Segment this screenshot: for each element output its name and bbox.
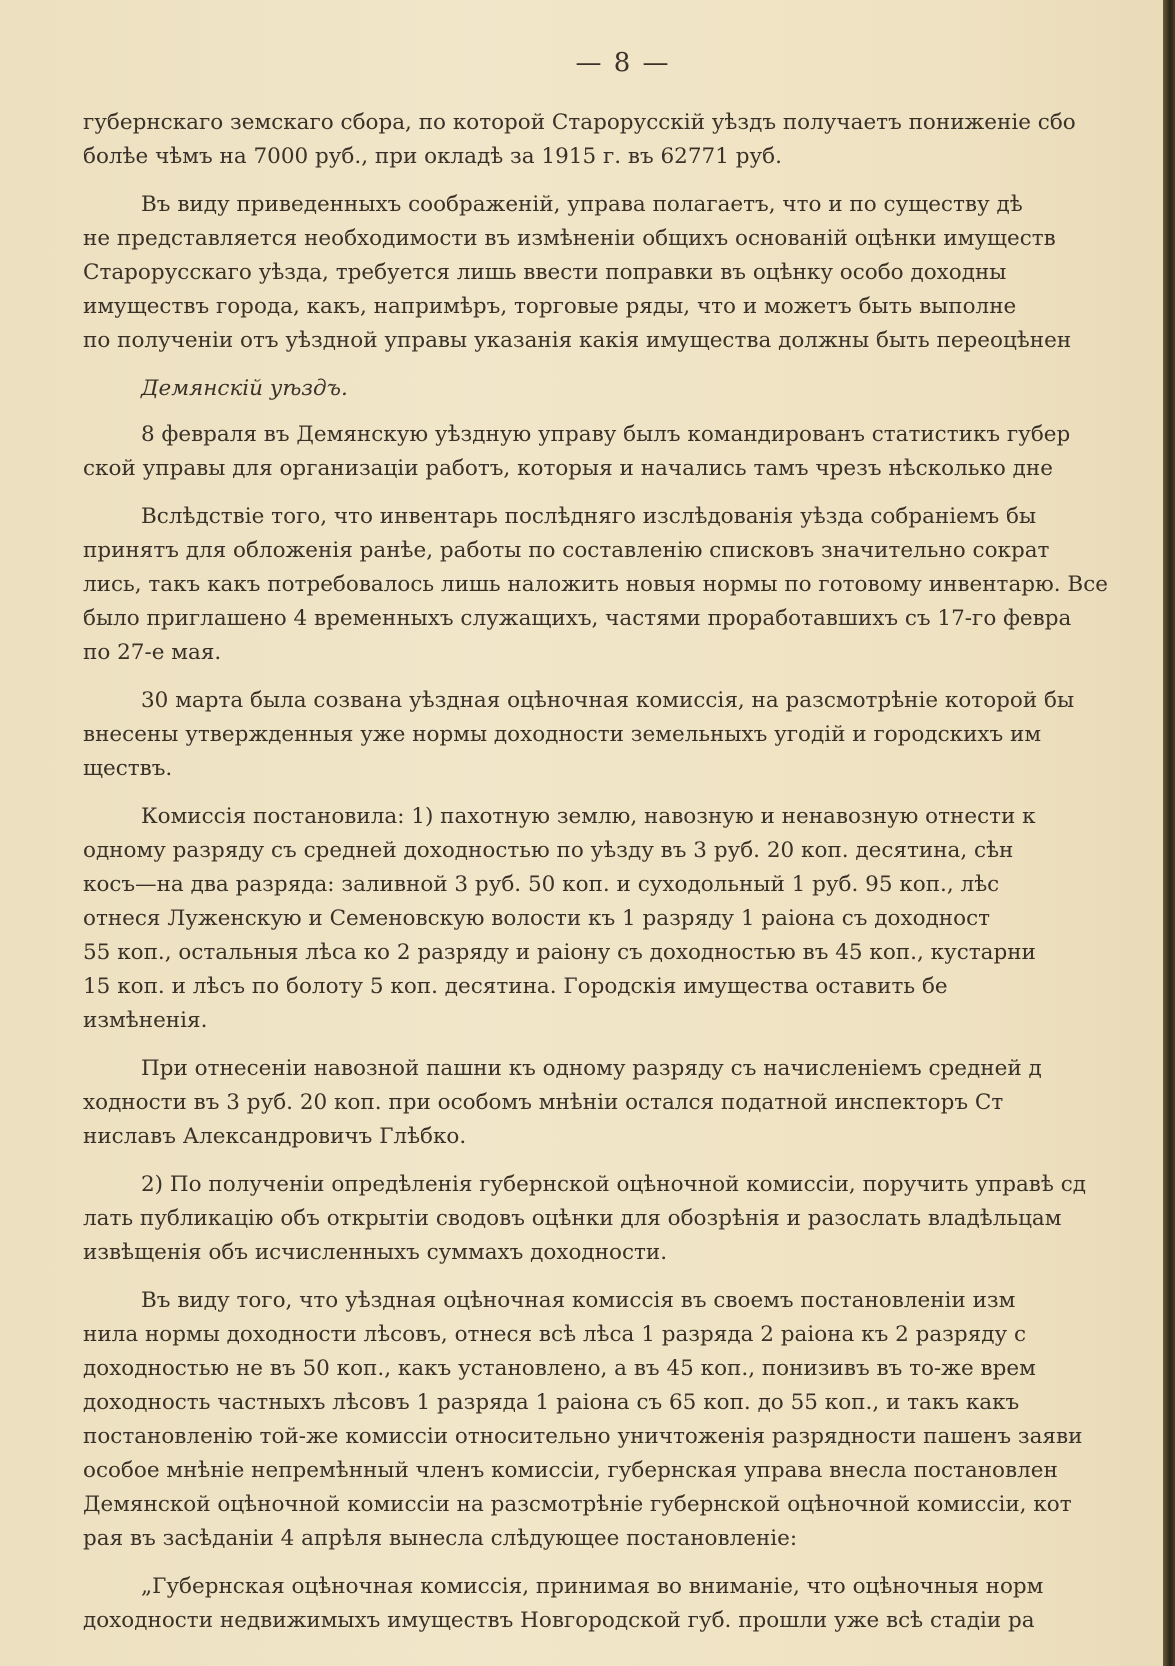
text-line: внесены утвержденныя уже нормы доходности земельныхъ угодій и городскихъ им [83,722,1042,747]
text-line: нила нормы доходности лѣсовъ, отнеся всѣ лѣса 1 разряда 2 раіона къ 2 разряду с [83,1322,1026,1347]
paragraph-start-line: Комиссія постановила: 1) пахотную землю, навозную и ненавозную отнести к [141,804,1036,829]
text-line: Старорусскаго уѣзда, требуется лишь ввести поправки въ оцѣнку особо доходны [83,260,1007,285]
quote-start-line: „Губернская оцѣночная комиссія, принимая во вниманіе, что оцѣночныя норм [141,1574,1044,1599]
text-line: лись, такъ какъ потребовалось лишь наложить новыя нормы по готовому инвентарю. Все [83,572,1108,597]
text-line: по полученіи отъ уѣздной управы указанія какія имущества должны быть переоцѣнен [83,328,1072,353]
text-line: одному разряду съ средней доходностью по уѣзду въ 3 руб. 20 коп. десятина, сѣн [83,838,1014,863]
paragraph-start-line: При отнесеніи навозной пашни къ одному разряду съ начисленіемъ средней д [141,1056,1042,1081]
page-content [83,40,1163,1650]
text-line: ниславъ Александровичъ Глѣбко. [83,1124,467,1149]
text-line: постановленію той-же комиссіи относительно уничтоженія разрядности пашенъ заяви [83,1424,1083,1449]
text-line: болѣе чѣмъ на 7000 руб., при окладѣ за 1915 г. въ 62771 руб. [83,144,782,169]
text-line: имуществъ города, какъ, напримѣръ, торговые ряды, что и можетъ быть выполне [83,294,1017,319]
text-line: рая въ засѣданіи 4 апрѣля вынесла слѣдующее постановленіе: [83,1526,798,1551]
text-line: по 27-е мая. [83,640,222,665]
text-line: доходностью не въ 50 коп., какъ установлено, а въ 45 коп., понизивъ въ то-же врем [83,1356,1036,1381]
text-line: особое мнѣніе непремѣнный членъ комиссіи, губернская управа внесла постановлен [83,1458,1058,1483]
text-line: Демянской оцѣночной комиссіи на разсмотрѣніе губернской оцѣночной комиссіи, кот [83,1492,1072,1517]
paragraph-start-line: 8 февраля въ Демянскую уѣздную управу былъ командированъ статистикъ губер [141,422,1071,447]
text-line: 15 коп. и лѣсъ по болоту 5 коп. десятина. Городскія имущества оставить бе [83,974,948,999]
paragraph-start-line: 30 марта была созвана уѣздная оцѣночная комиссія, на разсмотрѣніе которой бы [141,688,1075,713]
text-line: ской управы для организаціи работъ, которыя и начались тамъ чрезъ нѣсколько дне [83,456,1053,481]
text-line: было приглашено 4 временныхъ служащихъ, частями проработавшихъ съ 17-го февра [83,606,1072,631]
page-number: — 8 — [575,48,671,78]
text-line: ществъ. [83,756,173,781]
text-line: 55 коп., остальныя лѣса ко 2 разряду и раіону съ доходностью въ 45 коп., кустарни [83,940,1036,965]
paragraph-start-line: 2) По полученіи опредѣленія губернской оцѣночной комиссіи, поручить управѣ сд [141,1172,1086,1197]
paragraph-start-line: Въ виду приведенныхъ соображеній, управа полагаетъ, что и по существу дѣ [141,192,1023,217]
text-line: отнеся Луженскую и Семеновскую волости къ 1 разряду 1 раіона съ доходност [83,906,990,931]
paragraph-start-line: Вслѣдствіе того, что инвентарь послѣдняго изслѣдованія уѣзда собраніемъ бы [141,504,1037,529]
binding-edge [1163,0,1175,1666]
text-line: губернскаго земскаго сбора, по которой Старорусскій уѣздъ получаетъ пониженіе сбо [83,110,1076,135]
section-heading: Демянскій уѣздъ. [141,376,348,401]
text-line: принятъ для обложенія ранѣе, работы по составленію списковъ значительно сократ [83,538,1050,563]
text-line: доходности недвижимыхъ имуществъ Новгородской губ. прошли уже всѣ стадіи ра [83,1608,1035,1633]
text-line: не представляется необходимости въ измѣненіи общихъ основаній оцѣнки имуществ [83,226,1056,251]
text-line: косъ—на два разряда: заливной 3 руб. 50 коп. и суходольный 1 руб. 95 коп., лѣс [83,872,1000,897]
paragraph-start-line: Въ виду того, что уѣздная оцѣночная комиссія въ своемъ постановленіи изм [141,1288,1016,1313]
text-line: ходности въ 3 руб. 20 коп. при особомъ мнѣніи остался податной инспекторъ Ст [83,1090,1004,1115]
text-line: доходность частныхъ лѣсовъ 1 разряда 1 раіона съ 65 коп. до 55 коп., и такъ какъ [83,1390,1020,1415]
text-line: лать публикацію объ открытіи сводовъ оцѣнки для обозрѣнія и разослать владѣльцам [83,1206,1062,1231]
text-line: измѣненія. [83,1008,208,1033]
text-line: извѣщенія объ исчисленныхъ суммахъ доходности. [83,1240,668,1265]
